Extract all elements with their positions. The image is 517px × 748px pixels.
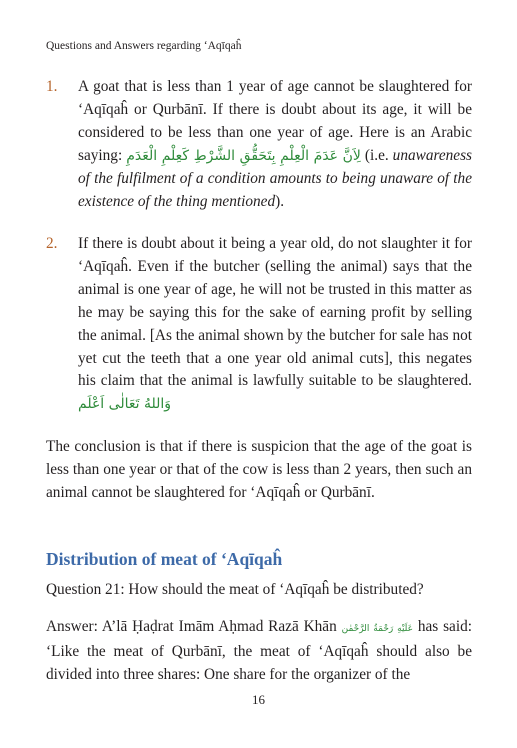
answer-paragraph (46, 616, 472, 687)
page-number: 16 (252, 692, 265, 707)
list-item-1 (46, 76, 472, 213)
list-item-text: If there is doubt about it being a year old, do not slaughter it for ‘Aqīqaĥ. Even if the butcher (selling the animal) says that the animal is one year of age, he will not be trusted in this matter as he may be saying this for the sake of earning profit by selling the animal. [As the animal shown by the butcher for sale has not yet cut the teeth that a one year old animal cuts], this negates his claim that the animal is lawfully suitable to be slaughtered. (78, 235, 472, 390)
running-head: Questions and Answers regarding ‘Aqīqaĥ (46, 40, 242, 52)
answer-text: has said: ‘Like the meat of Qurbānī, the meat of ‘Aqīqaĥ should also be divided into three shares: One share for the organizer of the (46, 618, 472, 683)
arabic-closing-phrase: وَاللهُ تَعَالٰى اَعْلَم (78, 396, 172, 413)
section-heading: Distribution of meat of ‘Aqīqaĥ (46, 549, 283, 569)
answer-text: Answer: A’lā Ḥaḍrat Imām Aḥmad Razā Khān (46, 618, 342, 635)
list-item-text: A goat that is less than 1 year of age cannot be slaughtered for ‘Aqīqaĥ or Qurbānī. If there is doubt about its age, it will be considered to be less than one year of age. Here is an Arabic saying: (78, 78, 472, 164)
question-text: Question 21: How should the meat of ‘Aqīqaĥ be distributed? (46, 581, 424, 598)
arabic-saying: لِاَنَّ عَدَمَ الْعِلْمِ بِتَحَقُّقِ الشَّرْطِ كَعِلْمِ الْعَدَمِ (126, 147, 361, 164)
list-item-body (78, 76, 472, 213)
arabic-honorific: عَلَيْهِ رَحْمَةُ الرَّحْمٰن (341, 624, 414, 634)
list-item-text: (i.e. (360, 146, 393, 164)
list-item-number: 2. (46, 235, 58, 252)
list-item-2 (46, 233, 472, 416)
saying-translation: unawareness of the fulfilment of a condition amounts to being unaware of the existence of the thing mentioned (78, 146, 472, 210)
list-item-text: ). (275, 192, 285, 210)
list-item-body (78, 233, 472, 416)
conclusion-paragraph: The conclusion is that if there is suspicion that the age of the goat is less than one year or that of the cow is less than 2 years, then such an animal cannot be slaughtered for ‘Aqīqaĥ or Qurbānī. (46, 438, 472, 501)
list-item-number: 1. (46, 78, 58, 95)
